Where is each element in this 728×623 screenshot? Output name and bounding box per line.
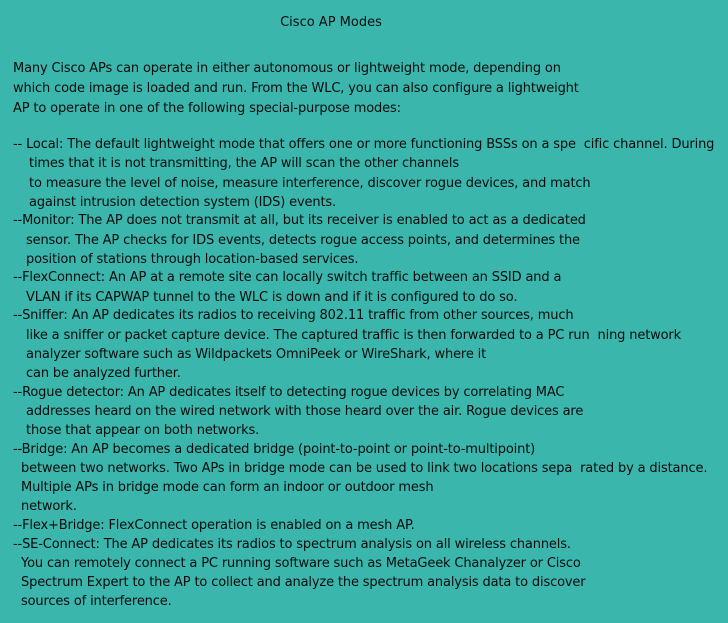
mode-se-connect-line: Spectrum Expert to the AP to collect and analyze the spectrum analysis data to discover: [21, 575, 586, 590]
mode-bridge-line: network.: [21, 499, 77, 514]
intro-line: which code image is loaded and run. From the WLC, you can also configure a lightweight: [13, 81, 579, 96]
mode-bridge-line: Multiple APs in bridge mode can form an indoor or outdoor mesh: [21, 480, 434, 495]
intro-line: AP to operate in one of the following special-purpose modes:: [13, 101, 401, 116]
mode-monitor-heading: --Monitor: The AP does not transmit at all, but its receiver is enabled to act as a dedicated: [13, 213, 586, 228]
mode-sniffer-line: can be analyzed further.: [26, 366, 181, 381]
mode-local-line: to measure the level of noise, measure interference, discover rogue devices, and match: [29, 176, 591, 191]
mode-bridge-line: between two networks. Two APs in bridge mode can be used to link two locations sepa rated by a distance.: [21, 461, 708, 476]
mode-local-line: against intrusion detection system (IDS) events.: [29, 195, 337, 210]
mode-sniffer-heading: --Sniffer: An AP dedicates its radios to receiving 802.11 traffic from other sources, much: [13, 308, 574, 323]
mode-rogue-detector-line: those that appear on both networks.: [26, 423, 260, 438]
mode-sniffer-line: like a sniffer or packet capture device. The captured traffic is then forwarded to a PC run ning network: [26, 328, 682, 343]
mode-monitor-line: sensor. The AP checks for IDS events, detects rogue access points, and determines the: [26, 233, 580, 248]
mode-rogue-detector-heading: --Rogue detector: An AP dedicates itself to detecting rogue devices by correlating MAC: [13, 385, 565, 400]
mode-se-connect-line: sources of interference.: [21, 594, 172, 609]
page-title: Cisco AP Modes: [280, 15, 382, 30]
mode-monitor-line: position of stations through location-based services.: [26, 252, 359, 267]
mode-sniffer-line: analyzer software such as Wildpackets OmniPeek or WireShark, where it: [26, 347, 487, 362]
mode-flex-bridge-heading: --Flex+Bridge: FlexConnect operation is enabled on a mesh AP.: [13, 518, 415, 533]
mode-se-connect-line: You can remotely connect a PC running software such as MetaGeek Chanalyzer or Cisco: [21, 556, 581, 571]
mode-local-line: times that it is not transmitting, the AP will scan the other channels: [29, 156, 459, 171]
mode-flexconnect-heading: --FlexConnect: An AP at a remote site can locally switch traffic between an SSID and a: [13, 270, 562, 285]
mode-se-connect-heading: --SE-Connect: The AP dedicates its radios to spectrum analysis on all wireless channels.: [13, 537, 571, 552]
intro-line: Many Cisco APs can operate in either autonomous or lightweight mode, depending on: [13, 61, 561, 76]
mode-flexconnect-line: VLAN if its CAPWAP tunnel to the WLC is down and if it is configured to do so.: [26, 290, 518, 305]
mode-rogue-detector-line: addresses heard on the wired network with those heard over the air. Rogue devices are: [26, 404, 584, 419]
mode-local-heading: -- Local: The default lightweight mode that offers one or more functioning BSSs on a spe cific channel. During: [13, 137, 715, 152]
mode-bridge-heading: --Bridge: An AP becomes a dedicated bridge (point-to-point or point-to-multipoint): [13, 442, 536, 457]
